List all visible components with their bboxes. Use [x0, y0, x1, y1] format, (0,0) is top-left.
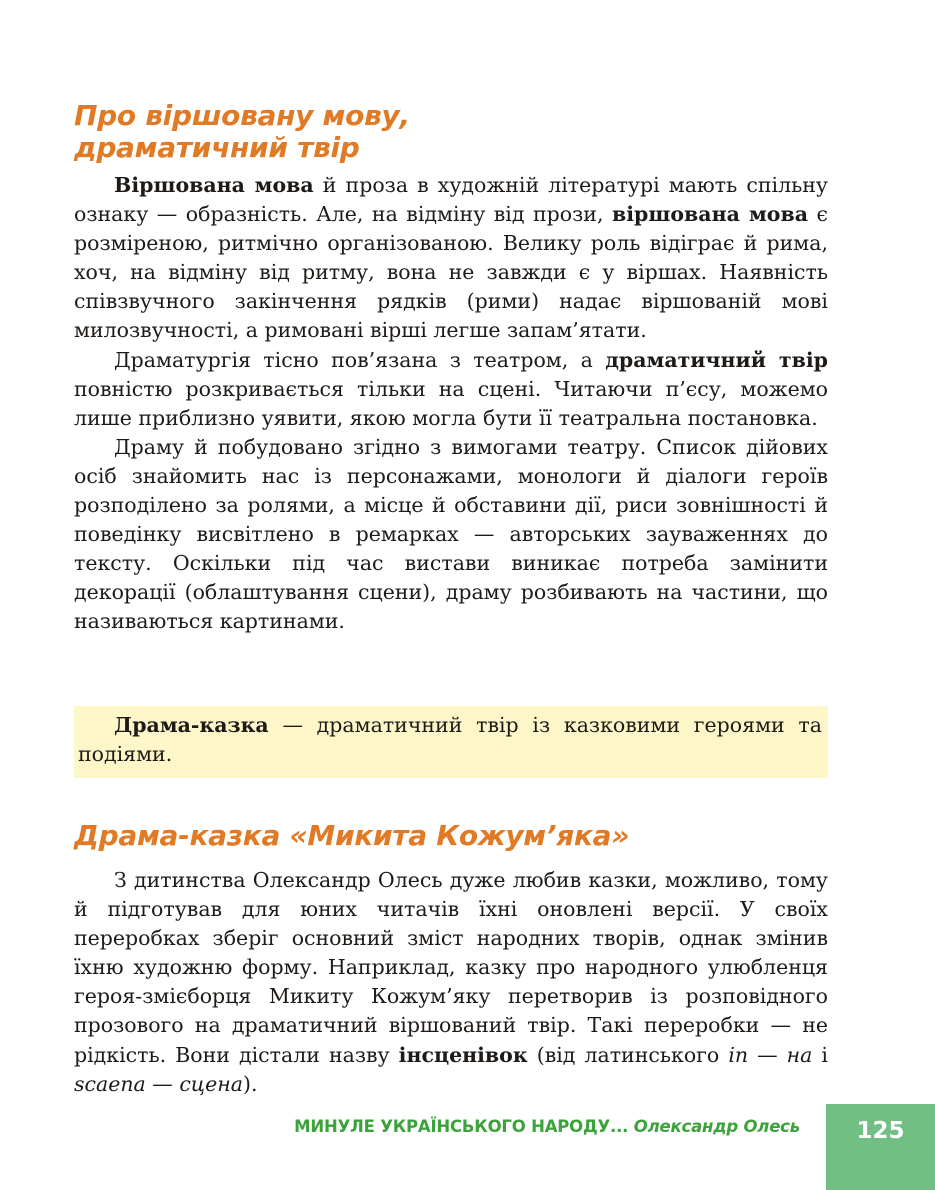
- paragraph-adaptations: [74, 866, 828, 1099]
- paragraph-text: Драматургія тісно пов’язана з театром, а: [114, 347, 606, 372]
- heading-line: Про віршовану мову,: [74, 99, 410, 132]
- definition-box: [74, 706, 828, 778]
- paragraph-text: ).: [242, 1071, 258, 1096]
- latin-term: in — на: [728, 1042, 813, 1067]
- definition-term: Драма-казка: [114, 713, 269, 737]
- paragraph-drama-structure: Драму й побудовано згідно з вимогами театру. Список дійових осіб знайомить нас із персонажами, монологи й діалоги героїв розподілено за ролями, а місце й обставини дії, риси зовнішності й поведінку висвітлено в ремарках — авторських зауваженнях до тексту. Оскільки під час вистави виникає потреба замінити декорації (облаштування сцени), драму розбивають на частини, що називаються картинами.: [74, 434, 828, 634]
- page-number-tab: [826, 1104, 935, 1190]
- body-text-section2: [74, 866, 828, 1099]
- footer-author: Олександр Олесь: [633, 1117, 800, 1136]
- term-bold: Віршована мова: [114, 173, 314, 197]
- paragraph-text: (від латинського: [527, 1042, 729, 1067]
- paragraph-verse-language: [74, 171, 828, 346]
- term-bold: інсценівок: [398, 1042, 528, 1067]
- term-bold: віршована мова: [611, 202, 809, 227]
- term-bold: драматичний твір: [605, 347, 828, 372]
- body-text-section1: [74, 171, 828, 637]
- definition-body: — драматичний твір із казковими героями та подіями.: [78, 713, 822, 767]
- definition-text: [74, 706, 828, 769]
- paragraph-text: є розміреною, ритмічно організованою. Велику роль відіграє й рима, хоч, на відміну від ритму, вона не завжди є у віршах. Наявність співзвучного закінчення рядків (рими) надає віршованій мові милозвучності, а римовані вірші легше запам’ятати.: [74, 202, 829, 343]
- running-footer: [294, 1117, 800, 1136]
- section-heading-drama-tale: Драма-казка «Микита Кожум’яка»: [74, 819, 630, 852]
- page-number: 125: [856, 1118, 905, 1144]
- paragraph-text: і: [812, 1042, 828, 1067]
- paragraph-dramaturgy: [74, 346, 828, 433]
- latin-term: scaena — сцена: [74, 1071, 243, 1096]
- paragraph-text: повністю розкривається тільки на сцені. Читаючи п’єсу, можемо лише приблизно уявити, якою могла бути її театральна постановка.: [74, 376, 828, 430]
- heading-line: драматичний твір: [74, 131, 360, 164]
- section-heading-verse-drama: [74, 100, 410, 164]
- paragraph-text: З дитинства Олександр Олесь дуже любив казки, можливо, тому й підготував для юних читачів їхні оновлені версії. У своїх переробках зберіг основний зміст народних творів, однак змінив їхню художню форму. Наприклад, казку про народного улюбленця героя-змієборця Микиту Кожум’яку перетворив із розповідного прозового на драматичний віршований твір. Такі переробки — не рідкість. Вони дістали назву: [74, 868, 828, 1067]
- paragraph-text: й проза в художній літературі мають спільну ознаку — образність. Але, на відміну від прози,: [74, 173, 828, 227]
- footer-section-title: МИНУЛЕ УКРАЇНСЬКОГО НАРОДУ...: [294, 1117, 629, 1136]
